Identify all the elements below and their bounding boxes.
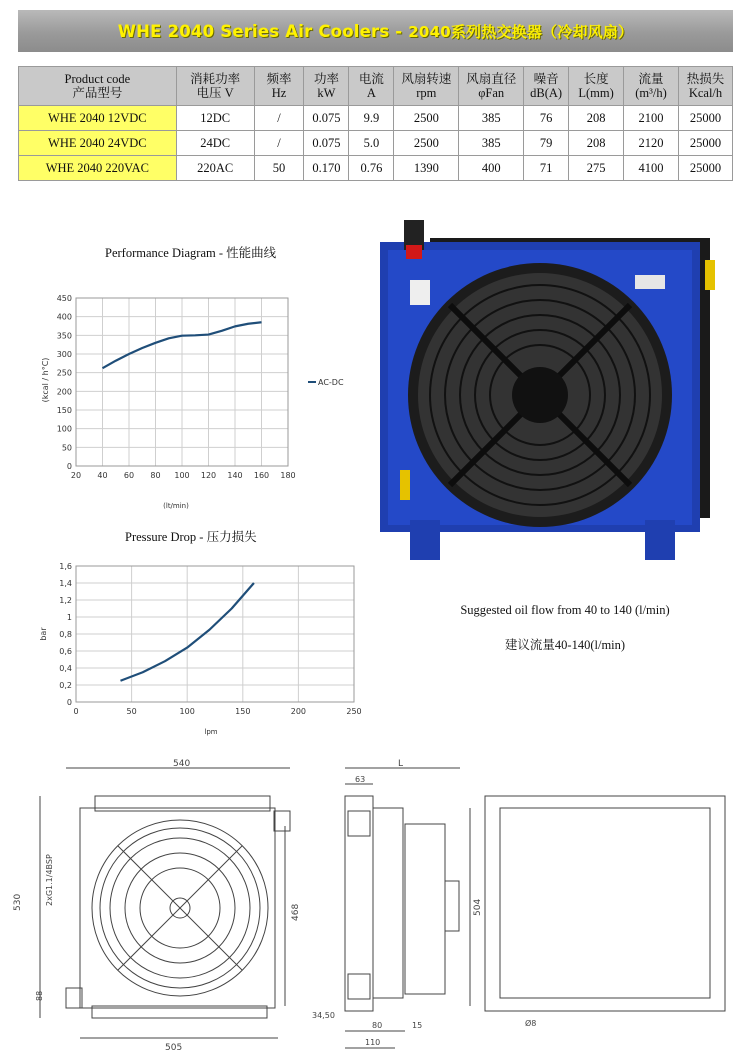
spec-cell: 220AC	[176, 156, 254, 181]
spec-table	[18, 66, 733, 181]
spec-header-2	[254, 67, 304, 106]
spec-cell: 385	[459, 131, 524, 156]
spec-header-line: 噪音	[533, 72, 559, 86]
spec-header-row	[19, 67, 733, 106]
spec-cell: 208	[569, 131, 624, 156]
x-axis-label: (lt/min)	[163, 502, 189, 510]
spec-header-line: Kcal/h	[688, 86, 723, 100]
dim-110: 110	[365, 1038, 381, 1047]
y-tick-label: 350	[56, 331, 72, 341]
spec-header-line: 消耗功率	[190, 72, 241, 86]
spec-cell: 9.9	[349, 106, 394, 131]
y-tick-label: 0,4	[59, 664, 72, 673]
y-axis-label: (kcal / h°C)	[41, 357, 50, 403]
y-tick-label: 0	[66, 698, 72, 707]
performance-chart	[28, 280, 348, 545]
spec-cell: 76	[524, 106, 569, 131]
y-axis-label: bar	[39, 627, 48, 641]
y-tick-label: 200	[56, 387, 72, 397]
table-row	[19, 156, 733, 181]
spec-cell: 1390	[394, 156, 459, 181]
dim-88: 88	[35, 990, 44, 1001]
spec-header-10	[678, 67, 732, 106]
table-row	[19, 131, 733, 156]
legend-label: AC-DC	[318, 378, 344, 387]
spec-cell: 208	[569, 106, 624, 131]
x-tick-label: 200	[290, 707, 307, 716]
dim-L: L	[398, 759, 404, 769]
y-tick-label: 1,4	[59, 579, 72, 588]
spec-header-line: 长度	[583, 72, 609, 86]
x-tick-label: 0	[73, 707, 79, 716]
spec-cell: 79	[524, 131, 569, 156]
air-cooler-photo	[380, 220, 720, 580]
spec-header-line: kW	[317, 86, 336, 100]
x-tick-label: 50	[126, 707, 137, 716]
x-tick-label: 100	[174, 471, 190, 480]
title-en: WHE 2040 Series Air Coolers	[117, 21, 390, 41]
flow-caption-en: Suggested oil flow from 40 to 140 (l/min)	[460, 603, 670, 617]
x-tick-label: 120	[200, 471, 217, 480]
spec-header-line: φFan	[478, 86, 505, 100]
dim-phi8: Ø8	[525, 1019, 537, 1028]
dim-530: 530	[13, 893, 23, 911]
spec-cell: 2500	[394, 131, 459, 156]
title-cn: 2040系列热交换器（冷却风扇）	[408, 22, 634, 41]
x-tick-label: 150	[235, 707, 251, 716]
x-tick-label: 180	[280, 471, 296, 480]
y-tick-label: 150	[56, 406, 72, 415]
spec-header-line: Hz	[271, 86, 287, 100]
spec-cell: 25000	[678, 156, 732, 181]
y-tick-label: 0	[66, 462, 72, 471]
spec-header-line: A	[366, 86, 376, 100]
x-tick-label: 40	[97, 471, 108, 480]
spec-cell: 275	[569, 156, 624, 181]
pressure-chart	[28, 556, 373, 756]
spec-cell: 385	[459, 106, 524, 131]
dim-468: 468	[291, 903, 301, 921]
spec-cell: /	[254, 131, 304, 156]
spec-header-7	[524, 67, 569, 106]
title-separator: -	[389, 21, 409, 41]
spec-cell: 2500	[394, 106, 459, 131]
y-tick-label: 0,8	[59, 630, 72, 639]
product-code-cell: WHE 2040 220VAC	[19, 156, 177, 181]
spec-cell: 0.075	[304, 106, 349, 131]
spec-cell: /	[254, 106, 304, 131]
spec-header-1	[176, 67, 254, 106]
spec-header-line: L(mm)	[578, 86, 614, 100]
spec-cell: 0.76	[349, 156, 394, 181]
spec-header-line: Product code	[64, 72, 131, 86]
y-tick-label: 0,6	[59, 647, 72, 656]
x-tick-label: 160	[253, 471, 270, 480]
spec-header-line: (m³/h)	[635, 86, 667, 100]
spec-header-line: 电压 V	[196, 86, 234, 100]
dim-thread: 2xG1.1/4BSP	[45, 854, 54, 906]
x-axis-label: lpm	[204, 728, 218, 736]
spec-header-line: 频率	[266, 72, 292, 86]
spec-cell: 4100	[624, 156, 679, 181]
flow-caption-cn: 建议流量40-140(l/min)	[504, 638, 626, 652]
dim-505: 505	[165, 1043, 183, 1053]
spec-header-line: 风扇转速	[401, 72, 452, 86]
dim-80: 80	[372, 1021, 383, 1030]
spec-cell: 5.0	[349, 131, 394, 156]
x-tick-label: 20	[70, 471, 82, 480]
y-tick-label: 400	[56, 312, 72, 322]
dim-504: 504	[473, 898, 483, 916]
y-tick-label: 100	[56, 424, 72, 434]
spec-cell: 12DC	[176, 106, 254, 131]
x-tick-label: 250	[346, 707, 362, 716]
spec-cell: 0.170	[304, 156, 349, 181]
product-code-cell: WHE 2040 24VDC	[19, 131, 177, 156]
spec-header-line: 功率	[313, 72, 339, 86]
y-tick-label: 0,2	[59, 681, 72, 690]
spec-header-line: dB(A)	[530, 86, 563, 100]
dim-540: 540	[173, 759, 191, 769]
dim-34-50: 34,50	[312, 1011, 335, 1020]
spec-header-9	[624, 67, 679, 106]
spec-header-6	[459, 67, 524, 106]
spec-header-line: rpm	[416, 86, 437, 100]
spec-header-3	[304, 67, 349, 106]
spec-cell: 400	[459, 156, 524, 181]
spec-header-8	[569, 67, 624, 106]
table-row	[19, 106, 733, 131]
x-tick-label: 60	[123, 471, 135, 480]
spec-header-line: 流量	[638, 72, 664, 86]
y-tick-label: 1,2	[59, 596, 72, 605]
spec-header-line: 产品型号	[72, 86, 123, 100]
x-tick-label: 140	[227, 471, 243, 480]
spec-cell: 2120	[624, 131, 679, 156]
spec-header-0	[19, 67, 177, 106]
spec-header-line: 电流	[358, 72, 384, 86]
spec-cell: 24DC	[176, 131, 254, 156]
product-code-cell: WHE 2040 12VDC	[19, 106, 177, 131]
title-banner	[18, 10, 733, 52]
y-tick-label: 50	[61, 443, 72, 453]
performance-title: Performance Diagram - 性能曲线	[105, 246, 277, 260]
spec-cell: 25000	[678, 106, 732, 131]
x-tick-label: 80	[150, 471, 161, 480]
spec-header-4	[349, 67, 394, 106]
y-tick-label: 250	[56, 368, 72, 378]
spec-cell: 0.075	[304, 131, 349, 156]
y-tick-label: 1	[66, 613, 72, 622]
spec-header-5	[394, 67, 459, 106]
x-tick-label: 100	[179, 707, 195, 716]
spec-header-line: 风扇直径	[466, 72, 517, 86]
spec-cell: 71	[524, 156, 569, 181]
y-tick-label: 1,6	[59, 562, 72, 571]
y-tick-label: 300	[56, 350, 72, 359]
spec-cell: 25000	[678, 131, 732, 156]
spec-header-line: 热损失	[686, 72, 725, 86]
dim-15: 15	[412, 1021, 423, 1030]
y-tick-label: 450	[56, 294, 72, 303]
technical-drawing	[0, 756, 750, 1056]
spec-cell: 50	[254, 156, 304, 181]
dim-63: 63	[355, 775, 366, 784]
pressure-title: Pressure Drop - 压力损失	[125, 530, 257, 544]
spec-cell: 2100	[624, 106, 679, 131]
